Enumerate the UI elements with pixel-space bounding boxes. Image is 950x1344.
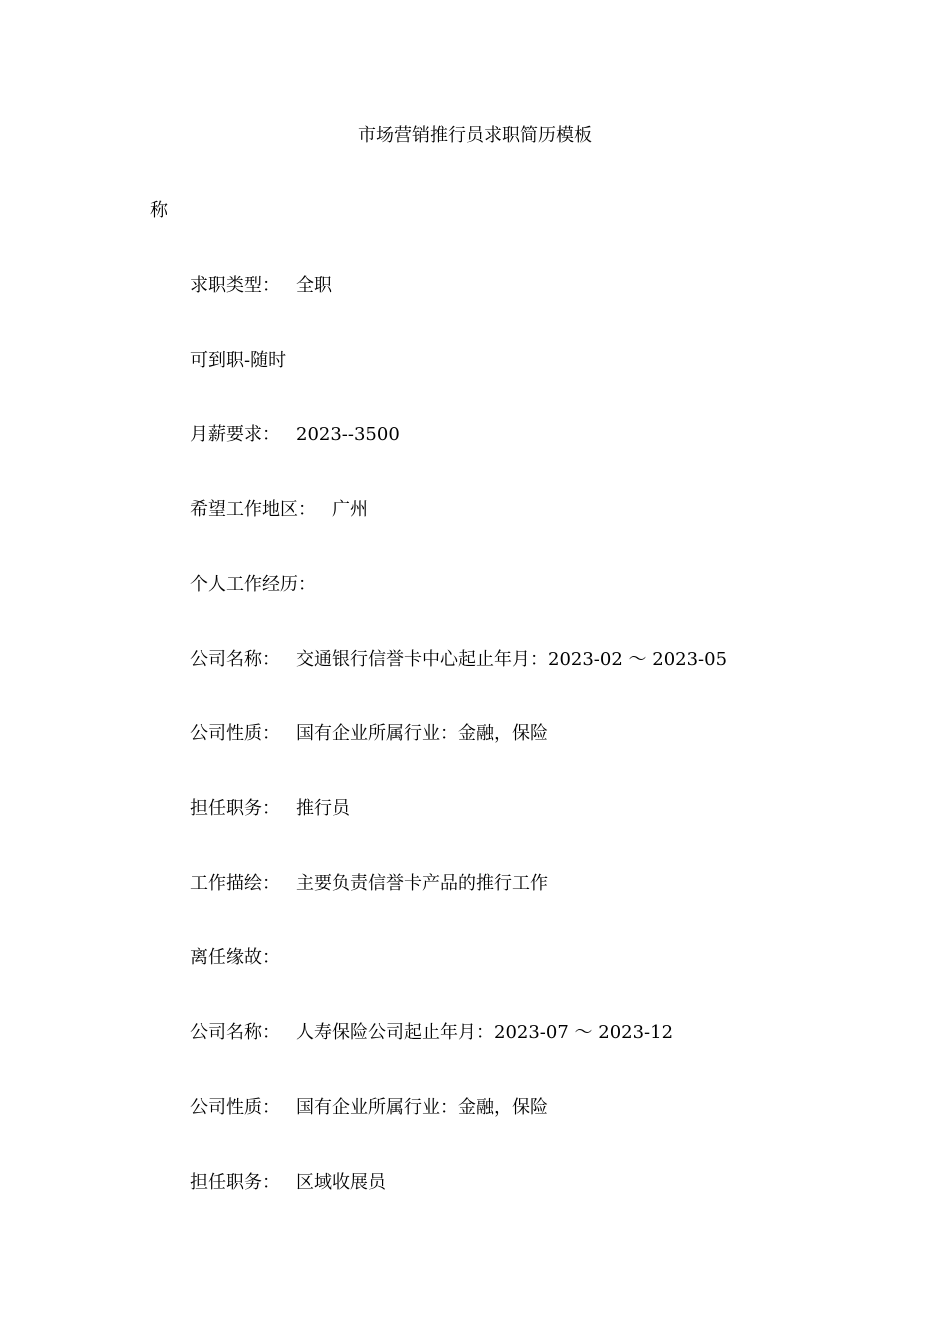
job-type-line [190,274,332,298]
company-1-nature-label: 公司性质： [190,723,280,744]
company-2-nature-label: 公司性质： [190,1097,280,1118]
availability-label: 可到职- [190,350,251,371]
company-1-position-label: 担任职务： [190,798,280,819]
text-fragment: 称 [150,200,168,221]
company-1-position-line [190,797,350,821]
company-2-name-value: 人寿保险公司起止年月：2023-07 ～ 2023-12 [296,1022,674,1043]
company-2-position-line [190,1171,386,1195]
availability-value: 随时 [250,350,287,371]
company-1-description-label: 工作描绘： [190,873,280,894]
work-area-value: 广州 [332,499,368,520]
company-2-name-label: 公司名称： [190,1022,280,1043]
company-1-description-value: 主要负责信誉卡产品的推行工作 [296,873,548,894]
company-1-leave-reason-label: 离任缘故： [190,947,280,968]
company-2-name-line [190,1021,673,1045]
document-title: 市场营销推行员求职简历模板 [358,125,592,146]
company-2-nature-value: 国有企业所属行业：金融，保险 [296,1097,548,1118]
company-1-name-line [190,648,727,672]
company-2-nature-line [190,1096,548,1120]
job-type-value: 全职 [296,275,332,296]
company-1-description-line [190,872,548,896]
work-history-label: 个人工作经历： [190,574,316,595]
company-1-nature-line [190,722,548,746]
company-2-position-value: 区域收展员 [296,1172,386,1193]
company-1-leave-reason-line [190,946,280,970]
work-history-heading [190,573,316,597]
company-1-nature-value: 国有企业所属行业：金融，保险 [296,723,548,744]
salary-line [190,423,400,447]
availability-line [190,349,286,373]
work-area-line [190,498,368,522]
job-type-label: 求职类型： [190,275,280,296]
company-1-name-value: 交通银行信誉卡中心起止年月：2023-02 ～ 2023-05 [296,649,728,670]
company-1-position-value: 推行员 [296,798,350,819]
work-area-label: 希望工作地区： [190,499,316,520]
salary-label: 月薪要求： [190,424,280,445]
company-1-name-label: 公司名称： [190,649,280,670]
salary-value: 2023--3500 [296,424,400,445]
company-2-position-label: 担任职务： [190,1172,280,1193]
